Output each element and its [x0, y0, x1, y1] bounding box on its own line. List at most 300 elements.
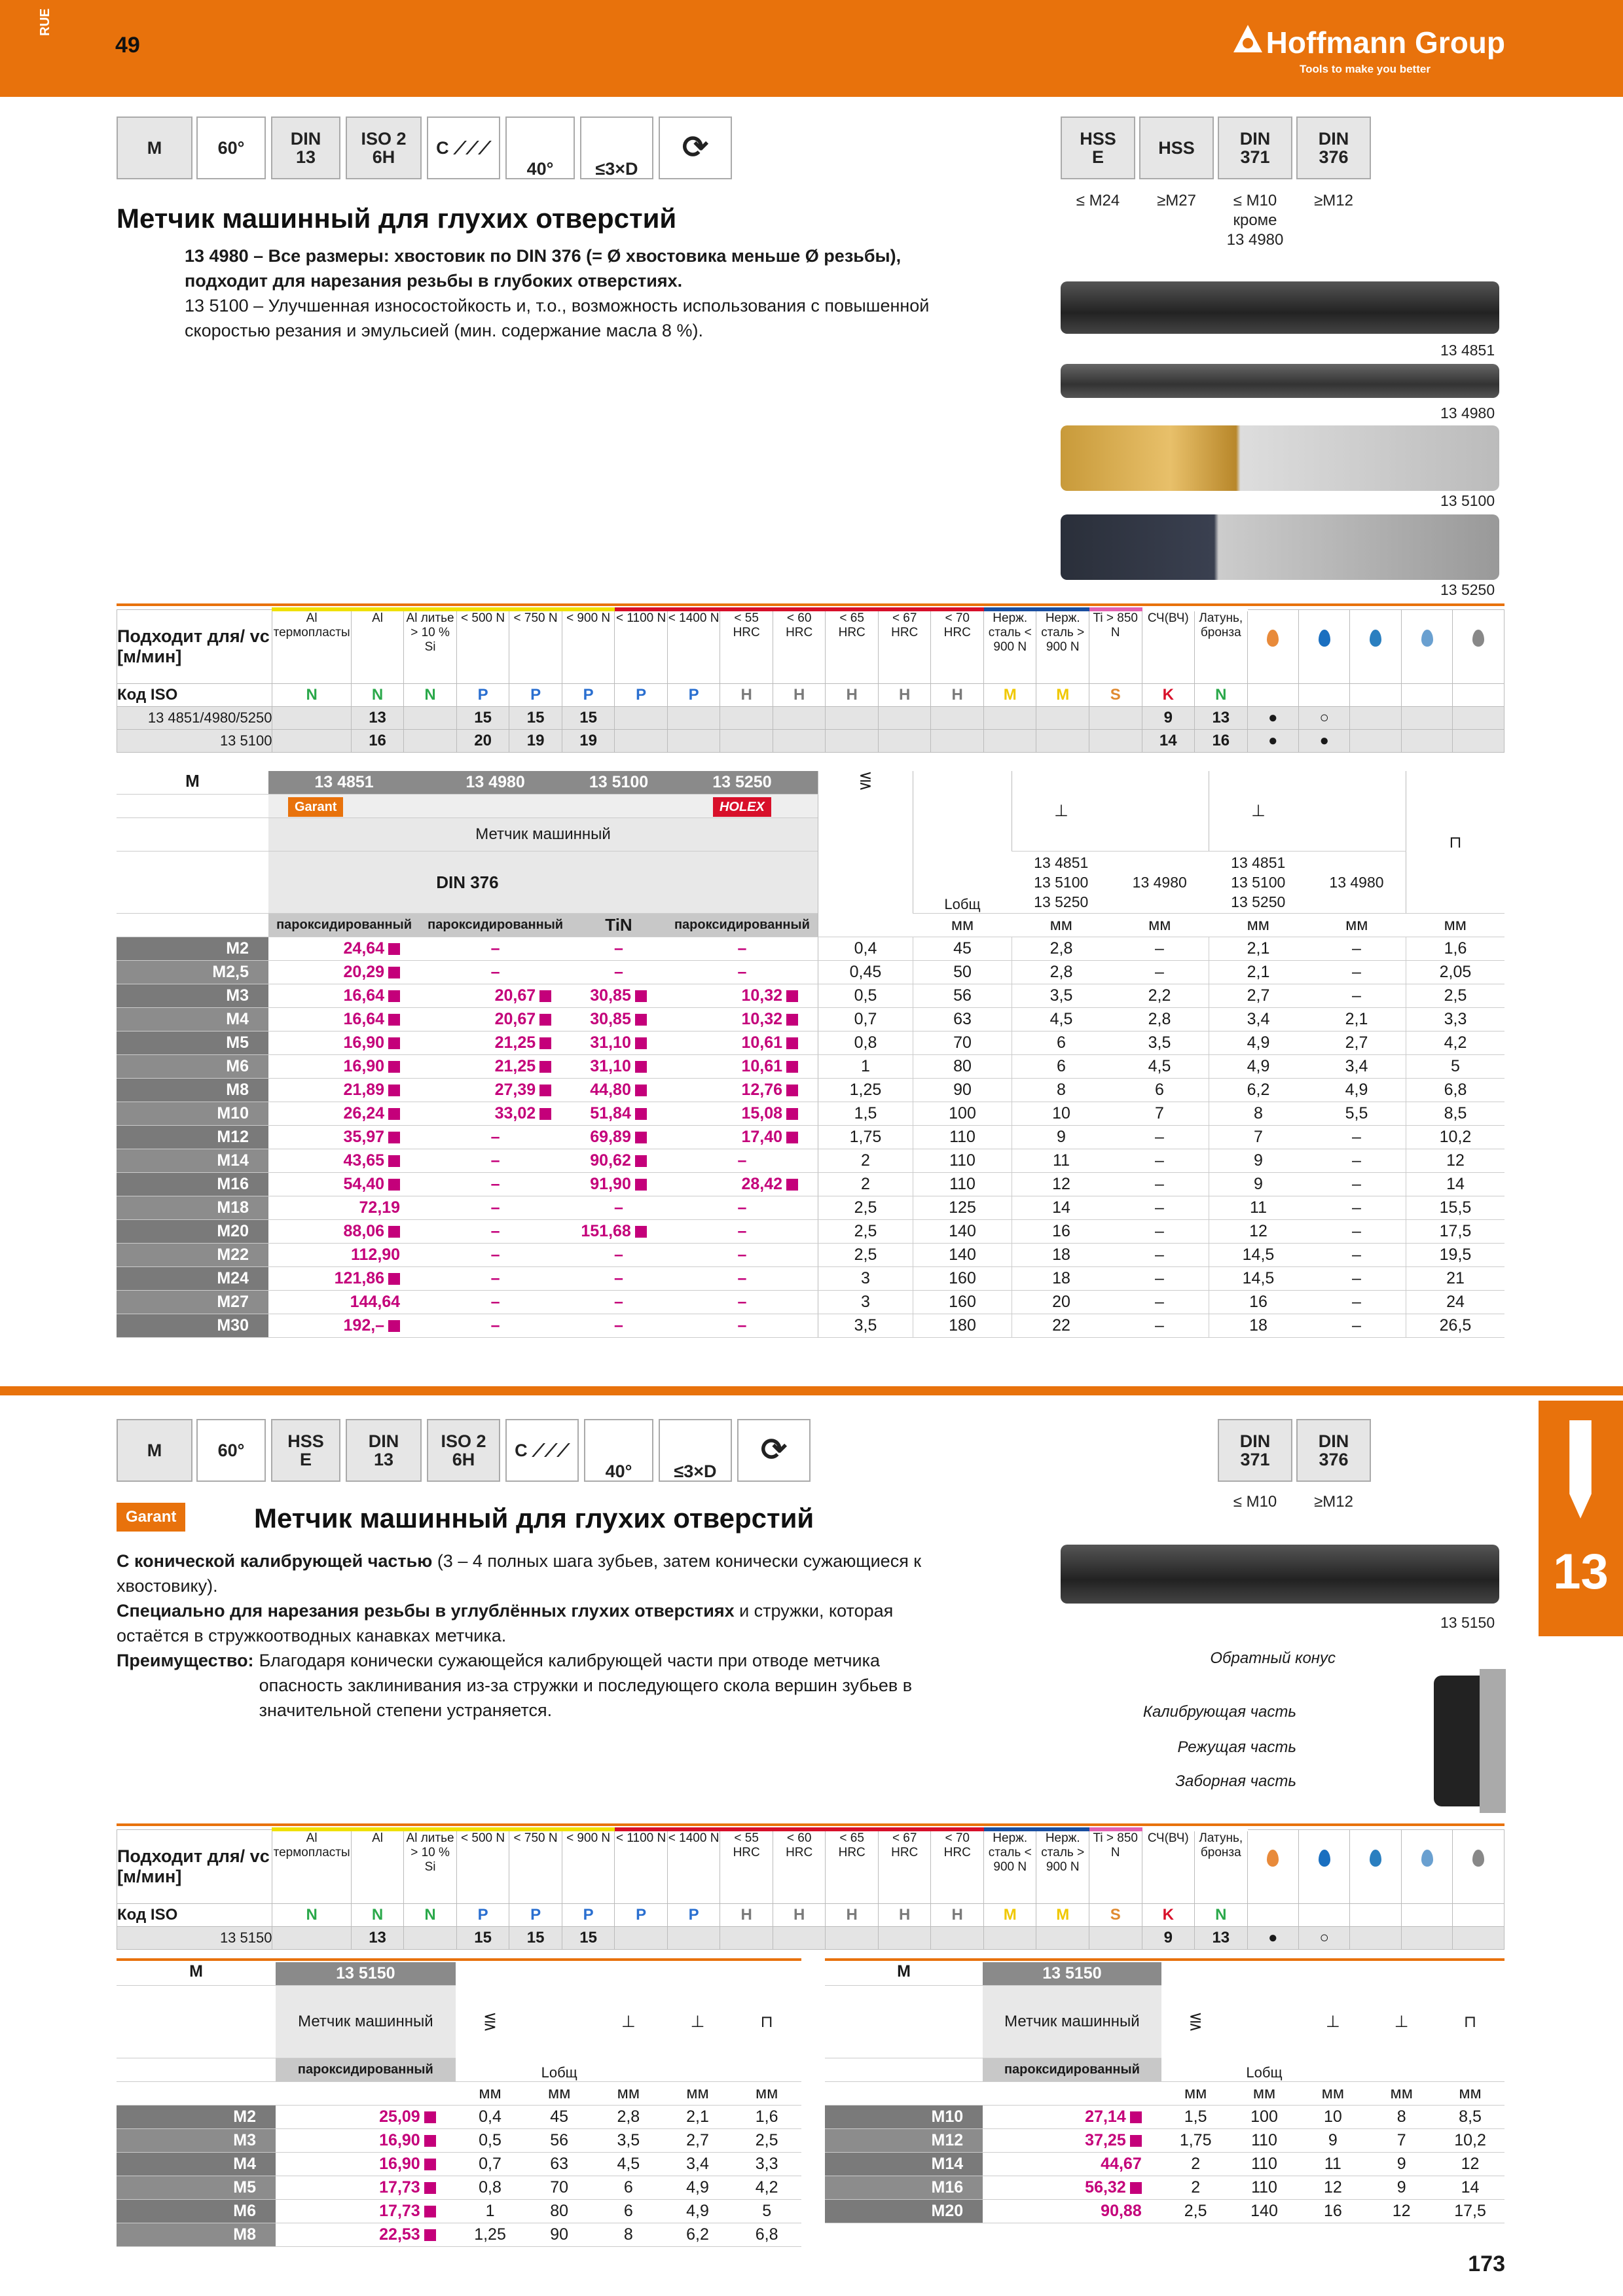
dimension: 0,7 — [818, 1008, 913, 1031]
thread-size: M27 — [117, 1291, 268, 1314]
dimension: 4,9 — [1209, 1055, 1308, 1079]
helix-angle-symbol — [584, 1419, 653, 1482]
dimension: 45 — [524, 2106, 594, 2129]
material-col-12: < 70 HRC — [931, 1829, 984, 1904]
material-col-3: < 500 N — [456, 1829, 509, 1904]
stock-square-icon — [539, 1085, 551, 1096]
thread-size: M20 — [117, 1220, 268, 1244]
blind-hole-depth-symbol — [659, 1419, 732, 1482]
stock-square-icon — [424, 2182, 436, 2194]
dimension: – — [1307, 961, 1406, 984]
m-label: M — [825, 1962, 983, 1986]
garant-logo: Garant — [117, 1503, 185, 1532]
desc-paragraph-2 — [117, 1598, 968, 1648]
cutting-speed — [720, 1927, 773, 1950]
length-icon: Lобщ — [1230, 1962, 1299, 2082]
price: 51,84 — [571, 1102, 666, 1126]
dimension: 11 — [1298, 2153, 1367, 2176]
thread-pitch-icon: ⋚ — [1161, 1962, 1230, 2082]
tool-image-134851 — [1061, 281, 1499, 334]
cutting-speed — [1036, 1927, 1089, 1950]
dimension: 4,9 — [663, 2200, 733, 2223]
dimension: 0,4 — [818, 937, 913, 961]
dimension: 0,8 — [456, 2176, 525, 2200]
price: – — [666, 1196, 818, 1220]
table-row — [117, 1196, 1504, 1220]
iso-code: P — [615, 684, 668, 707]
cutting-speed — [931, 1927, 984, 1950]
stock-square-icon — [786, 1014, 798, 1026]
dimension: 26,5 — [1406, 1314, 1505, 1338]
dimension: 12 — [1298, 2176, 1367, 2200]
coolant-icon — [1453, 1829, 1504, 1904]
price: 30,85 — [571, 1008, 666, 1031]
coolant-icon — [1350, 1829, 1401, 1904]
spacer — [117, 818, 268, 852]
dimension: 8,5 — [1406, 1102, 1505, 1126]
cutting-speed — [1036, 730, 1089, 753]
price: 44,80 — [571, 1079, 666, 1102]
row-article: 13 5150 — [117, 1927, 272, 1950]
coating: пароксидированный — [983, 2058, 1161, 2082]
price: 88,06 — [268, 1220, 420, 1244]
stock-square-icon — [388, 967, 400, 978]
desc-item-2 — [185, 293, 944, 343]
coolant-mark: ● — [1247, 730, 1298, 753]
material-col-9: < 60 HRC — [773, 1829, 826, 1904]
price: – — [420, 961, 571, 984]
thread-size: M8 — [117, 1079, 268, 1102]
dimension: 2,2 — [1110, 984, 1209, 1008]
section1-title: Метчик машинный для глухих отверстий — [117, 203, 677, 234]
price: 21,89 — [268, 1079, 420, 1102]
desc-text: (3 – 4 полных шага зубьев, затем конически сужающиеся к хвостовику). — [117, 1551, 922, 1596]
thread-size: M6 — [117, 2200, 276, 2223]
dimension: 8 — [1012, 1079, 1111, 1102]
iso-spacer — [1299, 1904, 1350, 1927]
cutting-speed — [826, 730, 879, 753]
shank-icon: ⊥ — [1298, 1962, 1367, 2082]
dimension: 1,5 — [1161, 2106, 1230, 2129]
coolant-icon — [1350, 609, 1401, 684]
cutting-speed: 15 — [562, 1927, 615, 1950]
coating: пароксидированный — [276, 2058, 456, 2082]
dimension: 12 — [1012, 1173, 1111, 1196]
dimension: 80 — [524, 2200, 594, 2223]
dimension: 6 — [594, 2200, 663, 2223]
coolant-mark: ● — [1247, 707, 1298, 730]
table-row — [117, 961, 1504, 984]
coating-4: пароксидированный — [666, 914, 818, 937]
dimension: 4,2 — [1406, 1031, 1505, 1055]
hoffmann-logo-icon — [1231, 22, 1265, 56]
drill-diameter-icon: ⊓ — [1436, 1962, 1504, 2082]
article-135150: 13 5150 — [276, 1962, 456, 1986]
material-col-0: Al термопласты — [272, 1829, 351, 1904]
dimension: 4,2 — [732, 2176, 801, 2200]
thread-m-symbol — [117, 1419, 192, 1482]
helix-angle-symbol — [505, 117, 575, 179]
thread-size: M14 — [117, 1149, 268, 1173]
cutting-speed — [404, 707, 457, 730]
stock-square-icon — [424, 2206, 436, 2217]
rotation-gauge-icon: ⟳ — [659, 117, 732, 179]
material-col-13: Нерж. сталь < 900 N — [983, 609, 1036, 684]
price: 22,53 — [276, 2223, 456, 2247]
dimension: 2,1 — [1209, 937, 1308, 961]
thread-size: M4 — [117, 1008, 268, 1031]
dimension: 10 — [1298, 2106, 1367, 2129]
price: 16,90 — [268, 1031, 420, 1055]
spacer — [983, 2082, 1161, 2106]
iso-code: M — [983, 684, 1036, 707]
dimension: 16 — [1012, 1220, 1111, 1244]
table-row — [117, 1126, 1504, 1149]
dimension: 10 — [1012, 1102, 1111, 1126]
dimension: 1 — [456, 2200, 525, 2223]
coolant-icon — [1401, 609, 1452, 684]
cutting-speed — [615, 707, 668, 730]
thread-size: M20 — [825, 2200, 983, 2223]
dimension: 14,5 — [1209, 1244, 1308, 1267]
dimension: 4,5 — [594, 2153, 663, 2176]
dimension: 0,45 — [818, 961, 913, 984]
article-134851: 13 4851 — [268, 771, 420, 795]
region-code: RUE — [38, 8, 52, 36]
dimension: – — [1110, 1244, 1209, 1267]
stock-square-icon — [786, 1037, 798, 1049]
thread-size: M3 — [117, 984, 268, 1008]
price: – — [666, 937, 818, 961]
iso-code: P — [562, 1904, 615, 1927]
din376-symbol: DIN 376 — [1296, 1419, 1371, 1482]
iso-code: S — [1089, 684, 1142, 707]
tool-label: 13 5100 — [1440, 492, 1495, 509]
dimension: – — [1110, 1220, 1209, 1244]
iso-code: P — [509, 1904, 562, 1927]
thread-size: M8 — [117, 2223, 276, 2247]
price: 72,19 — [268, 1196, 420, 1220]
dimension: 4,9 — [1209, 1031, 1308, 1055]
thread-m-label: M — [147, 1440, 162, 1460]
hsse-symbol: HSS E — [271, 1419, 340, 1482]
price: – — [666, 961, 818, 984]
desc-code: 13 5100 – — [185, 296, 264, 315]
spacer — [117, 795, 268, 818]
dimension: 6,2 — [663, 2223, 733, 2247]
material-col-1: Al — [351, 1829, 404, 1904]
article-135100: 13 5100 — [571, 771, 666, 795]
price: 91,90 — [571, 1173, 666, 1196]
spacer — [117, 914, 268, 937]
unit: мм — [1012, 914, 1111, 937]
diagram-label-chamfer: Заборная часть — [1175, 1772, 1296, 1790]
diagram-label-back-taper: Обратный конус — [1210, 1649, 1336, 1667]
dimension: 9 — [1367, 2153, 1436, 2176]
stock-square-icon — [635, 1037, 647, 1049]
table-row — [117, 1149, 1504, 1173]
iso-spacer — [1453, 1904, 1504, 1927]
dimension: 16 — [1298, 2200, 1367, 2223]
dimension: 14 — [1012, 1196, 1111, 1220]
stock-square-icon — [388, 1320, 400, 1332]
iso-code: H — [878, 1904, 931, 1927]
dimension: – — [1307, 1173, 1406, 1196]
dimension: – — [1307, 1149, 1406, 1173]
material-col-11: < 67 HRC — [878, 1829, 931, 1904]
unit: мм — [1367, 2082, 1436, 2106]
stock-square-icon — [388, 1061, 400, 1073]
stock-square-icon — [635, 1132, 647, 1143]
diagram-label-sizing: Калибрующая часть — [1142, 1703, 1296, 1721]
coating-row — [117, 914, 1504, 937]
material-col-15: Ti > 850 N — [1089, 609, 1142, 684]
garant-logo: Garant — [288, 797, 343, 817]
dimension: 2,1 — [1307, 1008, 1406, 1031]
tool-label: 13 5250 — [1440, 581, 1495, 598]
cutting-speed: 19 — [509, 730, 562, 753]
cutting-speed — [773, 707, 826, 730]
price: 192,– — [268, 1314, 420, 1338]
empty — [1401, 707, 1452, 730]
iso-label: Код ISO — [117, 1904, 272, 1927]
stock-square-icon — [786, 1132, 798, 1143]
iso-spacer — [1401, 684, 1452, 707]
price: 31,10 — [571, 1055, 666, 1079]
dim-group-2: 13 4980 — [1110, 852, 1209, 914]
note-din376: ≥M12 — [1314, 192, 1353, 209]
dimension: 2,5 — [818, 1220, 913, 1244]
dimension: 90 — [524, 2223, 594, 2247]
dimension: 2,7 — [1209, 984, 1308, 1008]
cutting-speed — [931, 730, 984, 753]
material-col-13: Нерж. сталь < 900 N — [983, 1829, 1036, 1904]
table-row — [117, 1314, 1504, 1338]
table-row — [117, 2223, 801, 2247]
desc-paragraph-3 — [117, 1648, 968, 1723]
dimension: – — [1307, 1244, 1406, 1267]
din371-symbol: DIN 371 — [1218, 117, 1292, 179]
dimension: – — [1110, 1149, 1209, 1173]
thread-size: M5 — [117, 2176, 276, 2200]
iso-spacer — [1247, 684, 1298, 707]
workpiece-shape — [1480, 1669, 1506, 1813]
cutting-speed — [720, 707, 773, 730]
din13-symbol: DIN 13 — [271, 117, 340, 179]
unit-row — [825, 2082, 1504, 2106]
coolant-icon — [1401, 1829, 1452, 1904]
material-col-2: Al литье > 10 % Si — [404, 609, 457, 684]
dimension: 3 — [818, 1267, 913, 1291]
row-article: 13 5100 — [117, 730, 272, 753]
price: – — [571, 1314, 666, 1338]
table-row — [117, 2129, 801, 2153]
dimension: 18 — [1209, 1314, 1308, 1338]
shank-icon — [1110, 771, 1209, 852]
dimension: 125 — [913, 1196, 1012, 1220]
material-col-16: СЧ(ВЧ) — [1142, 1829, 1195, 1904]
empty — [1350, 730, 1401, 753]
dimension: 0,5 — [456, 2129, 525, 2153]
stock-square-icon — [388, 1132, 400, 1143]
price: 56,32 — [983, 2176, 1161, 2200]
main-table-2-left — [117, 1962, 801, 2247]
helix-angle-label: 40° — [605, 1461, 632, 1481]
hole-depth-label: ≤3×D — [595, 158, 638, 179]
thread-pitch-icon: ⋚ — [818, 771, 913, 937]
dimension: 2,8 — [1012, 961, 1111, 984]
iso-code: P — [509, 684, 562, 707]
unit: мм — [594, 2082, 663, 2106]
material-col-2: Al литье > 10 % Si — [404, 1829, 457, 1904]
page-number-top: 49 — [115, 33, 140, 58]
price: 69,89 — [571, 1126, 666, 1149]
cutting-speed: 15 — [509, 707, 562, 730]
section2-title: Метчик машинный для глухих отверстий — [254, 1503, 814, 1534]
iso-code: N — [351, 1904, 404, 1927]
iso-spacer — [1350, 1904, 1401, 1927]
dimension: 12 — [1406, 1149, 1505, 1173]
dimension: 8 — [1367, 2106, 1436, 2129]
dimension: 110 — [1230, 2129, 1299, 2153]
cutting-speed — [931, 707, 984, 730]
iso-code: N — [1195, 1904, 1248, 1927]
dimension: 9 — [1209, 1149, 1308, 1173]
dimension: 21 — [1406, 1267, 1505, 1291]
unit: мм — [524, 2082, 594, 2106]
coolant-icon — [1299, 609, 1350, 684]
price: 10,32 — [666, 984, 818, 1008]
note-din371: ≤ M10 кроме 13 4980 — [1226, 192, 1284, 249]
dimension: 3,4 — [1209, 1008, 1308, 1031]
dimension: 56 — [524, 2129, 594, 2153]
dimension: 110 — [913, 1126, 1012, 1149]
divider — [825, 1958, 1504, 1961]
stock-square-icon — [424, 2229, 436, 2241]
dimension: 6,2 — [1209, 1079, 1308, 1102]
din371-symbol: DIN 371 — [1218, 1419, 1292, 1482]
spacer — [825, 2082, 983, 2106]
article-header — [825, 1962, 1504, 1986]
table-row — [117, 2153, 801, 2176]
cutting-speed: 13 — [1195, 1927, 1248, 1950]
note-hss: ≥M27 — [1157, 192, 1196, 209]
dimension: 10,2 — [1406, 1126, 1505, 1149]
dimension: 140 — [913, 1244, 1012, 1267]
cutting-speed: 13 — [1195, 707, 1248, 730]
price: – — [666, 1291, 818, 1314]
dimension: – — [1307, 1314, 1406, 1338]
helix-angle-label: 40° — [526, 158, 554, 179]
stock-square-icon — [635, 990, 647, 1002]
article-135150: 13 5150 — [983, 1962, 1161, 1986]
dim-group-3: 13 4851 13 5100 13 5250 — [1209, 852, 1308, 914]
dimension: 8,5 — [1436, 2106, 1504, 2129]
dimension: 1,6 — [1406, 937, 1505, 961]
conditions-title: Подходит для/ vc [м/мин] — [117, 609, 272, 684]
material-col-10: < 65 HRC — [826, 1829, 879, 1904]
main-table-2-right — [825, 1962, 1504, 2223]
cutting-speed: 15 — [509, 1927, 562, 1950]
table-row — [825, 2176, 1504, 2200]
dimension: 3,4 — [1307, 1055, 1406, 1079]
dimension: 14 — [1436, 2176, 1504, 2200]
dimension: 3,5 — [1012, 984, 1111, 1008]
tool-image-135150 — [1061, 1545, 1499, 1604]
iso-spacer — [1401, 1904, 1452, 1927]
iso-6h-symbol: ISO 2 6H — [346, 117, 422, 179]
price: 112,90 — [268, 1244, 420, 1267]
spacer — [117, 2058, 276, 2082]
cutting-speed: 9 — [1142, 707, 1195, 730]
cutting-speed — [1036, 707, 1089, 730]
table-row — [117, 1291, 1504, 1314]
thread-size: M12 — [117, 1126, 268, 1149]
dimension: 6 — [1110, 1079, 1209, 1102]
table-row — [825, 2200, 1504, 2223]
price: – — [666, 1314, 818, 1338]
dimension: 6,8 — [1406, 1079, 1505, 1102]
coating-2: пароксидированный — [420, 914, 571, 937]
cutting-speed — [720, 730, 773, 753]
cutting-speed — [1089, 730, 1142, 753]
stock-square-icon — [1130, 2111, 1142, 2123]
stock-square-icon — [424, 2159, 436, 2170]
dimension: 140 — [913, 1220, 1012, 1244]
unit: мм — [1436, 2082, 1504, 2106]
din-row — [117, 852, 1504, 914]
price: 37,25 — [983, 2129, 1161, 2153]
desc-bold: С конической калибрующей частью — [117, 1551, 433, 1571]
dimension: 2,8 — [1012, 937, 1111, 961]
price: 27,14 — [983, 2106, 1161, 2129]
price: 28,42 — [666, 1173, 818, 1196]
table-row — [825, 2129, 1504, 2153]
dimension: 19,5 — [1406, 1244, 1505, 1267]
cutting-speed — [878, 707, 931, 730]
dimension: 9 — [1209, 1173, 1308, 1196]
page-number-bottom: 173 — [1468, 2251, 1505, 2276]
brand-name: Hoffmann Group — [1266, 26, 1505, 60]
iso-code: N — [351, 684, 404, 707]
spacer — [276, 2082, 456, 2106]
cutting-speed — [667, 1927, 720, 1950]
divider — [117, 603, 1504, 606]
dimension: – — [1307, 937, 1406, 961]
iso-code: S — [1089, 1904, 1142, 1927]
stock-square-icon — [786, 1179, 798, 1191]
thread-size: M3 — [117, 2129, 276, 2153]
rotation-gauge-icon: ⟳ — [737, 1419, 811, 1482]
stock-square-icon — [388, 1037, 400, 1049]
price: – — [420, 1149, 571, 1173]
price: 26,24 — [268, 1102, 420, 1126]
dimension: 14 — [1406, 1173, 1505, 1196]
stock-square-icon — [1130, 2182, 1142, 2194]
dimension: 180 — [913, 1314, 1012, 1338]
material-col-14: Нерж. сталь > 900 N — [1036, 609, 1089, 684]
cutting-speed: 15 — [562, 707, 615, 730]
dimension: 110 — [1230, 2153, 1299, 2176]
chamfer-c-icon: C ⟋⟋⟋ — [505, 1419, 579, 1482]
chapter-tab — [1539, 1401, 1623, 1636]
thread-size: M18 — [117, 1196, 268, 1220]
dimension: 6,8 — [732, 2223, 801, 2247]
iso-code: K — [1142, 684, 1195, 707]
cutting-speed — [983, 730, 1036, 753]
thread-size: M5 — [117, 1031, 268, 1055]
thread-size: M2,5 — [117, 961, 268, 984]
